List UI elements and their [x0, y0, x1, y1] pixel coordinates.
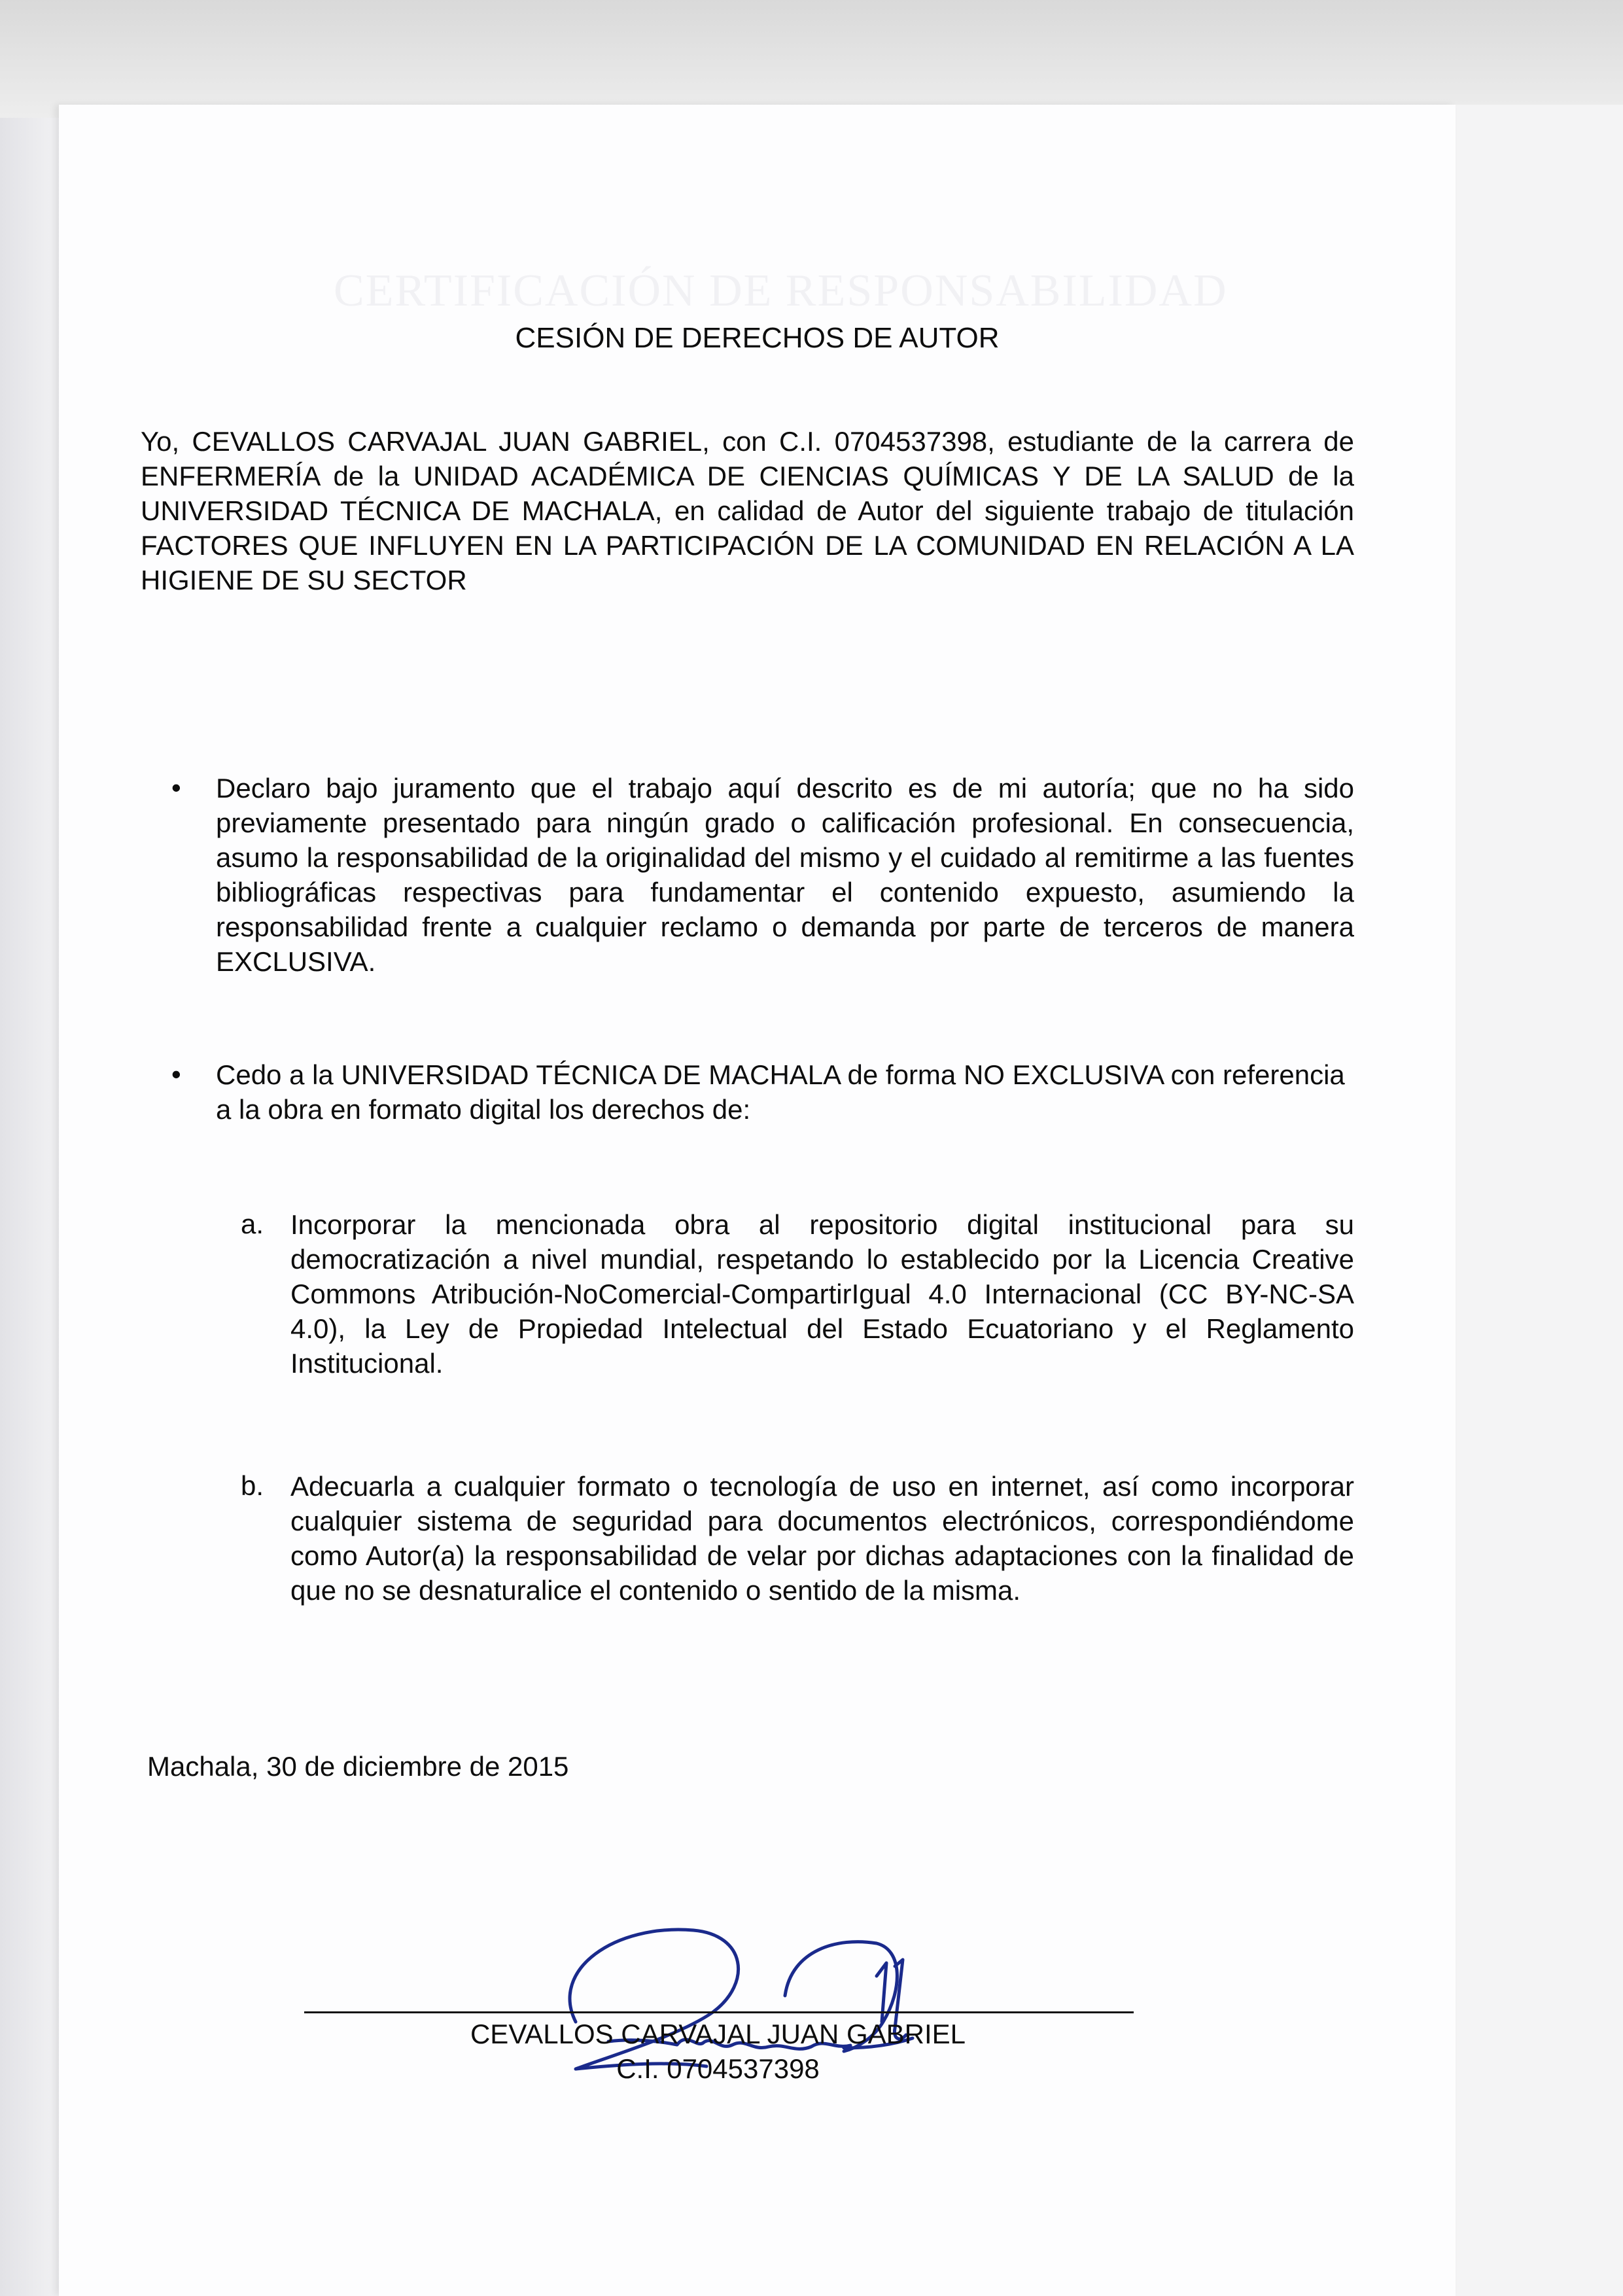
bullet-marker: •	[171, 1059, 181, 1089]
item-a-text: Incorporar la mencionada obra al repositorio digital institucional para su democratización a nivel mundial, respetando lo establecido por la Licencia Creative Commons Atribución-NoComercial-CompartirIgual 4.0 Internacional (CC BY-NC-SA 4.0), la Ley de Propiedad Intelectual del Estado Ecuatoriano y el Reglamento Institucional.	[290, 1209, 1354, 1379]
signatory-name: CEVALLOS CARVAJAL JUAN GABRIEL	[470, 2019, 966, 2049]
bullet-declaration: Declaro bajo juramento que el trabajo aquí descrito es de mi autoría; que no ha sido previamente presentado para ningún grado o calificación profesional. En consecuencia, asumo la responsabilidad de la originalidad del mismo y el cuidado al remitirme a las fuentes bibliográficas respectivas para fundamentar el contenido expuesto, asumiendo la responsabilidad frente a cualquier reclamo o demanda por parte de terceros de manera EXCLUSIVA.	[216, 773, 1354, 977]
intro-paragraph: Yo, CEVALLOS CARVAJAL JUAN GABRIEL, con C.I. 0704537398, estudiante de la carrera de ENFERMERÍA de la UNIDAD ACADÉMICA DE CIENCIAS QUÍMICAS Y DE LA SALUD de la UNIVERSIDAD TÉCNICA DE MACHALA, en calidad de Autor del siguiente trabajo de titulación FACTORES QUE INFLUYEN EN LA PARTICIPACIÓN DE LA COMUNIDAD EN RELACIÓN A LA HIGIENE DE SU SECTOR	[141, 426, 1354, 595]
place-date: Machala, 30 de diciembre de 2015	[147, 1751, 569, 1782]
scanner-background-right	[1453, 105, 1623, 2296]
scanner-background-left	[0, 118, 62, 2296]
bullet-marker: •	[171, 772, 181, 803]
bullet-cession: Cedo a la UNIVERSIDAD TÉCNICA DE MACHALA de forma NO EXCLUSIVA con referencia a la obra en formato digital los derechos de:	[216, 1059, 1345, 1125]
document-title: CESIÓN DE DERECHOS DE AUTOR	[515, 322, 1000, 354]
signature-line	[304, 2011, 1134, 2013]
signatory-id: C.I. 0704537398	[616, 2053, 820, 2084]
item-letter-a: a.	[241, 1209, 264, 1239]
document-page	[59, 105, 1456, 2296]
scanner-background-top	[0, 0, 1623, 121]
bleed-through-title: CERTIFICACIÓN DE RESPONSABILIDAD	[334, 266, 1228, 316]
item-letter-b: b.	[241, 1470, 264, 1501]
item-b-text: Adecuarla a cualquier formato o tecnología de uso en internet, así como incorporar cualquier sistema de seguridad para documentos electrónicos, correspondiéndome como Autor(a) la responsabilidad de velar por dichas adaptaciones con la finalidad de que no se desnaturalice el contenido o sentido de la misma.	[290, 1471, 1354, 1606]
